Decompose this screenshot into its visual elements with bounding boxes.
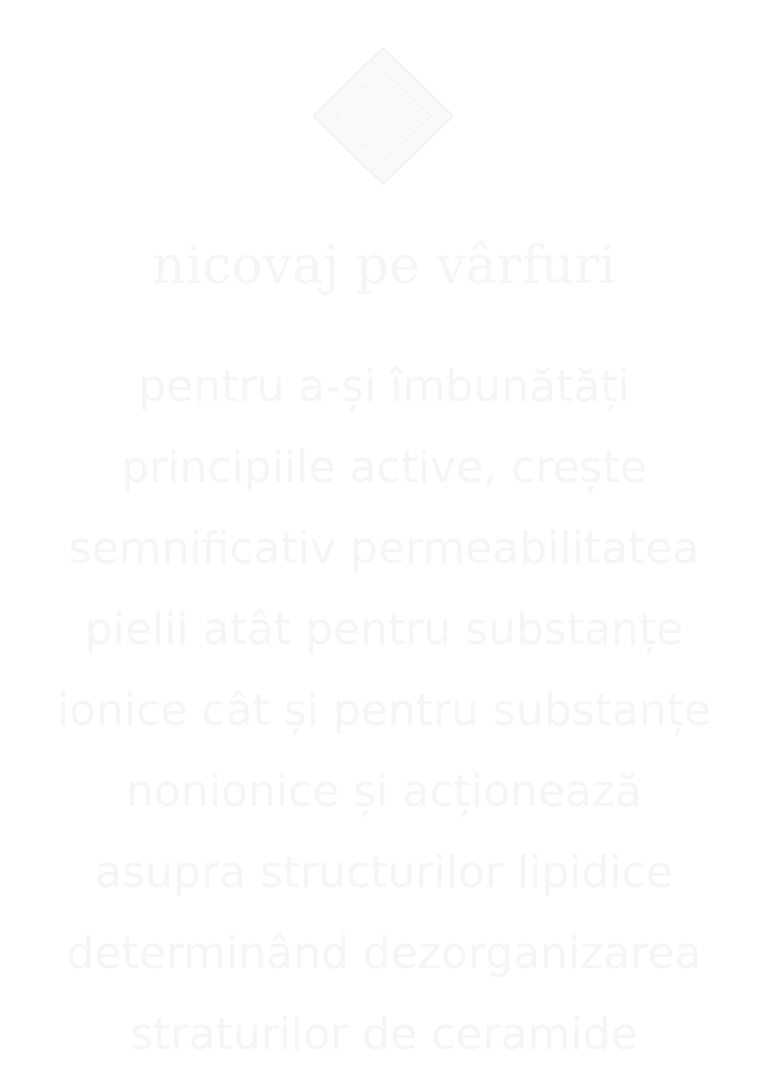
body-line: nonionice și acționează (126, 766, 642, 817)
body-line: determinând dezorganizarea (66, 928, 702, 979)
body-line: asupra structurilor lipidice (95, 847, 673, 898)
body-text (0, 346, 768, 1075)
body-line: straturilor de ceramide (130, 1009, 638, 1060)
body-line: pentru a-și îmbunătăți (138, 361, 630, 412)
body-line: principiile active, crește (121, 442, 647, 493)
body-line: semnificativ permeabilitatea (68, 523, 700, 574)
body-line: pielii atât pentru substanțe (84, 604, 684, 655)
diamond-logo-icon (313, 48, 453, 188)
page-title: nicovaj pe vârfuri (152, 236, 616, 296)
body-line: ionice cât și pentru substanțe (56, 685, 712, 736)
